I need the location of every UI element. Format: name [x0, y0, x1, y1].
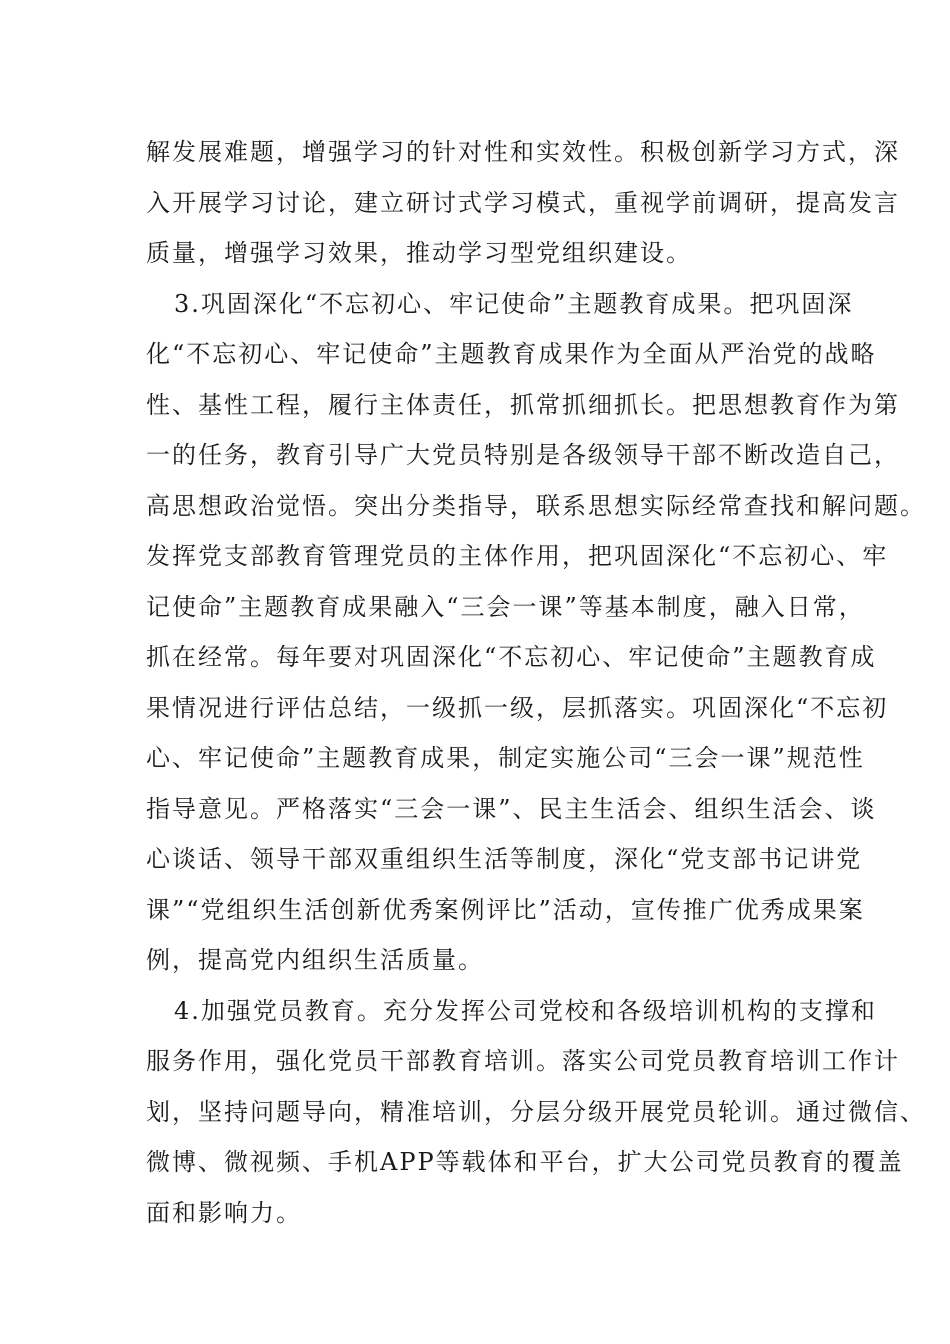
text-line: 微博、微视频、手机APP等载体和平台，扩大公司党员教育的覆盖	[146, 1148, 904, 1176]
text-line: 高思想政治觉悟。突出分类指导，联系思想实际经常查找和解问题。	[146, 491, 926, 520]
text-line: 化“不忘初心、牢记使命”主题教育成果作为全面从严治党的战略	[146, 340, 877, 368]
text-line: 记使命”主题教育成果融入“三会一课”等基本制度，融入日常，	[146, 592, 865, 621]
text-line: 指导意见。严格落实“三会一课”、民主生活会、组织生活会、谈	[146, 794, 877, 823]
text-line: 发挥党支部教育管理党员的主体作用，把巩固深化“不忘初心、牢	[146, 542, 889, 570]
text-line: 划，坚持问题导向，精准培训，分层分级开展党员轮训。通过微信、	[146, 1097, 926, 1126]
text-line: 例，提高党内组织生活质量。	[146, 946, 484, 974]
text-line: 性、基性工程，履行主体责任，抓常抓细抓长。把思想教育作为第	[146, 390, 900, 419]
text-line: 果情况进行评估总结，一级抓一级，层抓落实。巩固深化“不忘初	[146, 693, 889, 722]
text-line: 课”“党组织生活创新优秀案例评比”活动，宣传推广优秀成果案	[146, 895, 865, 924]
text-line: 解发展难题，增强学习的针对性和实效性。积极创新学习方式，深	[146, 138, 900, 166]
section-3-heading-line: 3.巩固深化“不忘初心、牢记使命”主题教育成果。把巩固深	[174, 289, 854, 318]
body-text	[146, 127, 926, 1238]
text-line: 质量，增强学习效果，推动学习型党组织建设。	[146, 239, 692, 267]
text-line: 入开展学习讨论，建立研讨式学习模式，重视学前调研，提高发言	[146, 188, 900, 217]
text-line: 一的任务，教育引导广大党员特别是各级领导干部不断改造自己，	[146, 441, 900, 469]
text-line: 抓在经常。每年要对巩固深化“不忘初心、牢记使命”主题教育成	[146, 643, 877, 671]
text-line: 服务作用，强化党员干部教育培训。落实公司党员教育培训工作计	[146, 1047, 900, 1075]
text-line: 面和影响力。	[146, 1198, 302, 1227]
section-4-heading-line: 4.加强党员教育。充分发挥公司党校和各级培训机构的支撑和	[174, 996, 877, 1025]
text-line: 心、牢记使命”主题教育成果，制定实施公司“三会一课”规范性	[146, 744, 865, 772]
text-line: 心谈话、领导干部双重组织生活等制度，深化“党支部书记讲党	[146, 845, 863, 873]
